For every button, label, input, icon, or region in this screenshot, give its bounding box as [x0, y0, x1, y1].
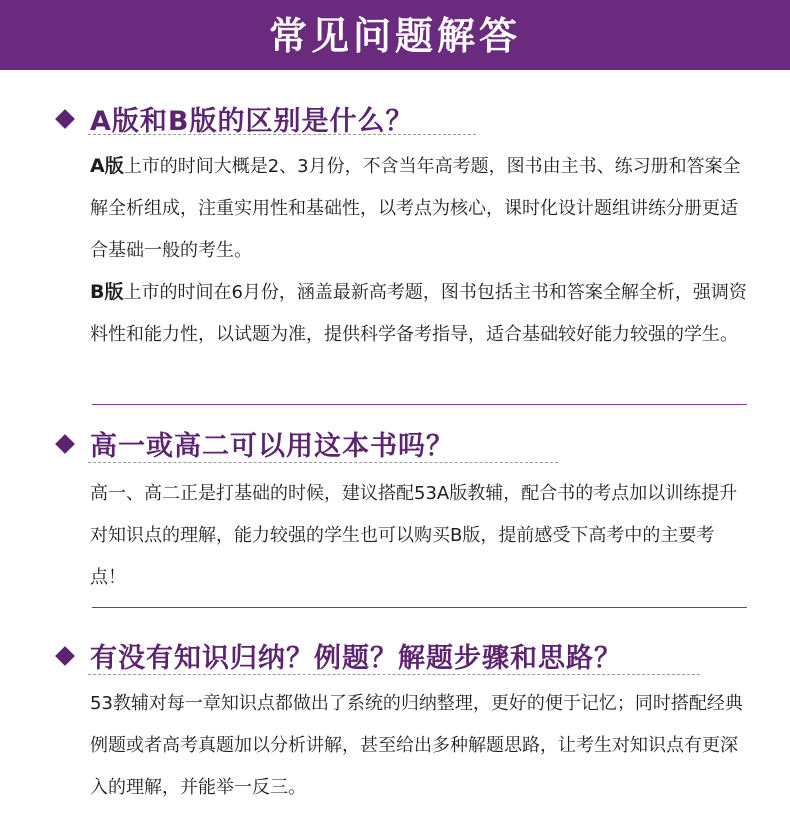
faq-question-title: 有没有知识归纳？例题？解题步骤和思路？: [90, 643, 622, 674]
section-divider: [92, 607, 747, 608]
diamond-bullet-icon: [55, 109, 75, 129]
question-underline: [88, 134, 476, 135]
header-banner: [0, 0, 790, 70]
question-underline: [88, 674, 700, 675]
answer-tag: B版: [90, 281, 124, 303]
scalloped-edge: [0, 64, 790, 76]
answer-text: 上市的时间在6月份，涵盖最新高考题，图书包括主书和答案全解全析，强调资料性和能力性，以试题为准，提供科学备考指导，适合基础较好能力较强的学生。: [90, 282, 747, 345]
answer-text: 高一、高二正是打基础的时候，建议搭配53A版教辅，配合书的考点加以训练提升对知识点的理解，能力较强的学生也可以购买B版，提前感受下高考中的主要考点！: [90, 483, 738, 588]
diamond-bullet-icon: [55, 434, 75, 454]
faq-question-title: 高一或高二可以用这本书吗？: [90, 431, 454, 462]
section-divider: [92, 404, 747, 405]
faq-answer-paragraph: [90, 145, 750, 272]
faq-answer-paragraph: [90, 473, 750, 599]
answer-text: 上市的时间大概是2、3月份，不含当年高考题，图书由主书、练习册和答案全解全析组成，注重实用性和基础性，以考点为核心，课时化设计题组讲练分册更适合基础一般的考生。: [90, 156, 741, 261]
faq-question-row: [54, 636, 622, 675]
faq-answer-paragraph: [90, 271, 750, 356]
question-underline: [88, 462, 558, 463]
faq-question-row: [54, 99, 413, 138]
faq-question-title: A版和B版的区别是什么？: [90, 106, 414, 137]
faq-answer-paragraph: [90, 683, 750, 809]
answer-text: 53教辅对每一章知识点都做出了系统的归纳整理，更好的便于记忆；同时搭配经典例题或者高考真题加以分析讲解，甚至给出多种解题思路，让考生对知识点有更深入的理解，并能举一反三。: [90, 693, 743, 798]
answer-tag: A版: [90, 155, 124, 177]
faq-question-row: [54, 424, 454, 463]
diamond-bullet-icon: [55, 646, 75, 666]
page-title: 常见问题解答: [268, 13, 521, 58]
